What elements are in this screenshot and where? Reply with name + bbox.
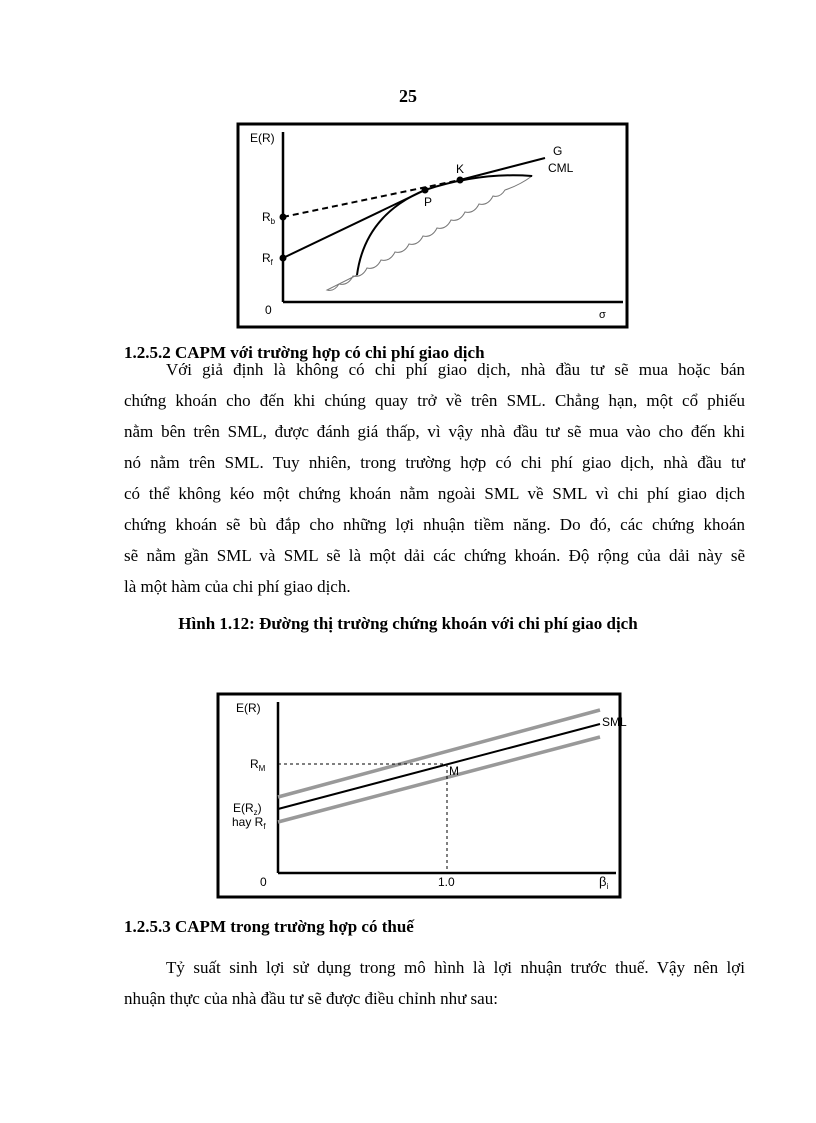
paragraph-line: chứng khoán cho đến khi chúng quay trở về trên SML. Chẳng hạn, một cổ phiếu: [124, 391, 745, 410]
sml-label: SML: [602, 715, 627, 729]
paragraph-line: Với giả định là không có chi phí giao dịch, nhà đầu tư sẽ mua hoặc bán: [166, 360, 745, 379]
upper-band: [278, 710, 600, 797]
origin-label-2: 0: [260, 875, 267, 889]
cml-line: [460, 158, 545, 180]
x-tick-1: 1.0: [438, 875, 455, 889]
k-point: [457, 177, 464, 184]
rm-label: $R_M$: [250, 757, 266, 773]
section-heading: 1.2.5.2 CAPM với trường hợp có chi phí giao dịch: [124, 343, 485, 362]
figure-frame: [238, 124, 627, 327]
rb-label: $R_b$: [262, 210, 276, 226]
paragraph-line: có thể không kéo một chứng khoán nằm ngoài SML về SML vì chi phí giao dịch: [124, 484, 745, 503]
y-label-2: E(R): [236, 701, 261, 715]
sml-line: [278, 724, 600, 809]
paragraph-line: nó nằm trên SML. Tuy nhiên, trong trường hợp có chi phí giao dịch, nhà đầu tư: [124, 453, 745, 472]
rf-line: [283, 190, 425, 258]
page-number: 25: [399, 86, 417, 106]
section-heading: 1.2.5.3 CAPM trong trường hợp có thuế: [124, 917, 414, 936]
m-label: M: [449, 764, 459, 778]
p-label: P: [424, 195, 433, 209]
cml-label: CML: [548, 161, 574, 175]
rb-point: [280, 214, 287, 221]
paragraph-line: sẽ nằm gần SML và SML sẽ là một dải các chứng khoán. Độ rộng của dải này sẽ: [124, 546, 745, 565]
paragraph-line: nhuận thực của nhà đầu tư sẽ được điều chỉnh như sau:: [124, 989, 498, 1008]
x-label: σ: [599, 309, 606, 321]
g-label: G: [553, 144, 563, 158]
rf-point: [280, 255, 287, 262]
lower-band: [278, 737, 600, 822]
origin-label: 0: [265, 303, 272, 317]
paragraph-line: Tỷ suất sinh lợi sử dụng trong mô hình là lợi nhuận trước thuế. Vậy nên lợi: [166, 958, 745, 977]
figure-caption: Hình 1.12: Đường thị trường chứng khoán với chi phí giao dịch: [178, 614, 638, 633]
paragraph-line: là một hàm của chi phí giao dịch.: [124, 577, 351, 596]
erz-label: $E(R_z)$: [233, 801, 262, 817]
x-label-2: $\beta_i$: [599, 874, 609, 891]
hay-rf-label: hay $R_f$: [232, 815, 266, 831]
rb-dashed-line: [283, 180, 460, 217]
paragraph-line: nằm bên trên SML, được đánh giá thấp, vì vậy nhà đầu tư sẽ mua vào cho đến khi: [124, 422, 745, 441]
rf-label: $R_f$: [262, 251, 273, 267]
y-label: E(R): [250, 131, 275, 145]
k-label: K: [456, 162, 465, 176]
paragraph-line: chứng khoán sẽ bù đắp cho những lợi nhuận tiềm năng. Do đó, các chứng khoán: [124, 515, 745, 534]
p-point: [422, 187, 429, 194]
